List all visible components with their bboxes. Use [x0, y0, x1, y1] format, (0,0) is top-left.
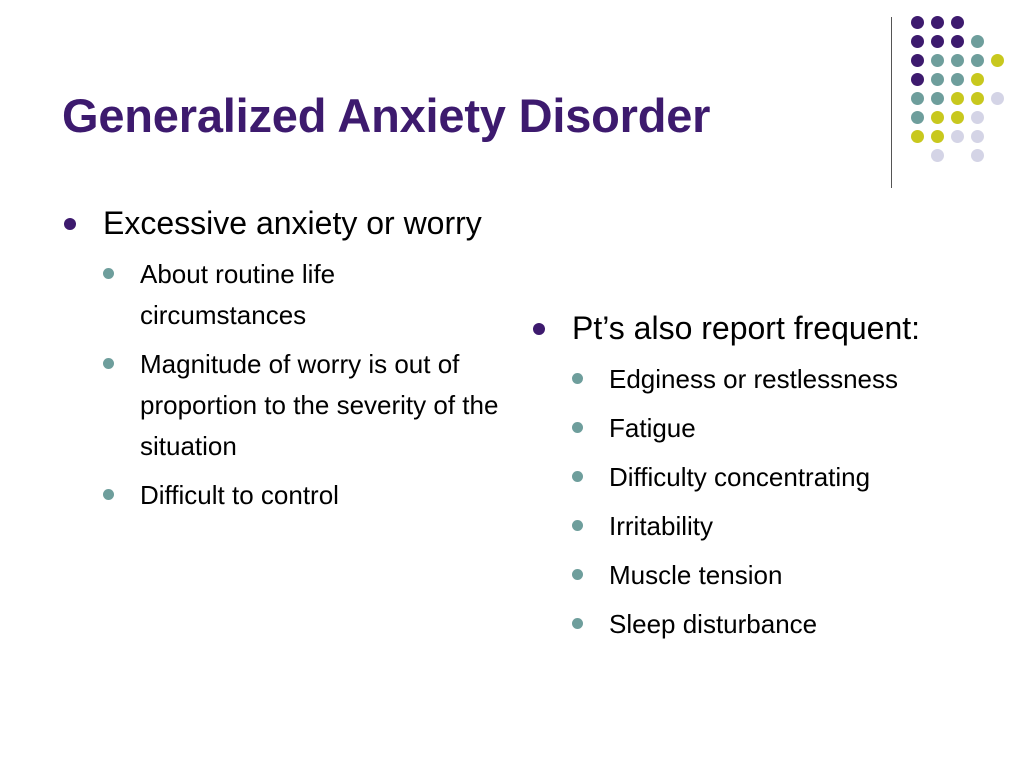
sub-bullet: About routine life circumstances [102, 254, 503, 336]
decor-dot [951, 130, 964, 143]
decor-dot [931, 92, 944, 105]
sub-bullet: Difficult to control [102, 475, 503, 516]
decor-dot [931, 73, 944, 86]
decor-dot [931, 130, 944, 143]
decor-dot [931, 54, 944, 67]
sub-bullet: Sleep disturbance [571, 604, 1002, 645]
sub-bullet-list [102, 254, 503, 516]
decor-dot [951, 35, 964, 48]
decor-dot [971, 130, 984, 143]
decor-dot [911, 130, 924, 143]
decor-dot [951, 111, 964, 124]
sub-bullet: Fatigue [571, 408, 1002, 449]
decor-dot [971, 54, 984, 67]
slide-title: Generalized Anxiety Disorder [62, 89, 711, 142]
decor-dot [971, 111, 984, 124]
decor-dot [971, 73, 984, 86]
decor-dot [971, 35, 984, 48]
decor-dot [911, 92, 924, 105]
sub-bullet: Irritability [571, 506, 1002, 547]
sub-bullet-list [571, 359, 1002, 645]
sub-bullet: Magnitude of worry is out of proportion to the severity of the situation [102, 344, 503, 467]
decor-dot [911, 73, 924, 86]
decor-dot [951, 54, 964, 67]
decor-dot [931, 16, 944, 29]
left-column [63, 201, 503, 516]
decor-dot [931, 35, 944, 48]
sub-bullet: Edginess or restlessness [571, 359, 1002, 400]
sub-bullet: Difficulty concentrating [571, 457, 1002, 498]
decor-dot [971, 92, 984, 105]
decor-dot [951, 16, 964, 29]
right-column [532, 306, 1002, 645]
decor-dot [951, 73, 964, 86]
divider-line [891, 17, 892, 188]
decor-dot [951, 92, 964, 105]
decor-dot [911, 54, 924, 67]
decor-dot [911, 16, 924, 29]
main-bullet: Excessive anxiety or worry [63, 201, 503, 246]
decor-dot [931, 149, 944, 162]
sub-bullet: Muscle tension [571, 555, 1002, 596]
decor-dot [971, 149, 984, 162]
decor-dot [911, 35, 924, 48]
decor-dot [911, 111, 924, 124]
decor-dot [931, 111, 944, 124]
decor-dot [991, 92, 1004, 105]
main-bullet: Pt’s also report frequent: [532, 306, 1002, 351]
decor-dot [991, 54, 1004, 67]
